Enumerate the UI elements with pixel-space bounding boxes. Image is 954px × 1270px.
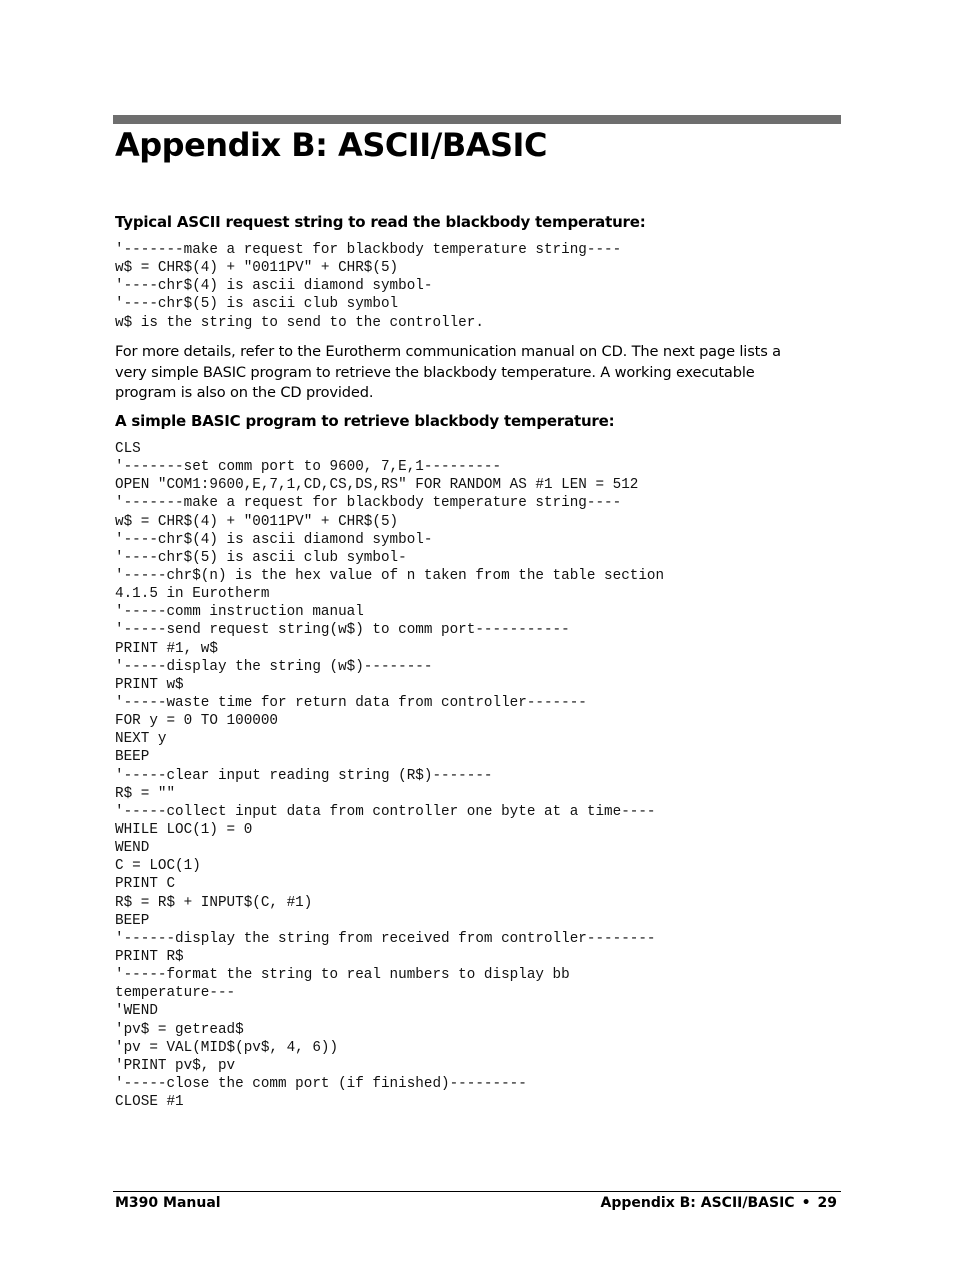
code-line: C = LOC(1) [115, 858, 201, 875]
code-line: FOR y = 0 TO 100000 [115, 713, 279, 730]
code-block-ascii-request [115, 241, 621, 332]
code-line: '-----clear input reading string (R$)------- [115, 767, 493, 784]
code-line: PRINT C [115, 876, 176, 893]
code-line: '----chr$(4) is ascii diamond symbol- [115, 278, 433, 295]
code-line: WEND [115, 840, 150, 857]
code-line: PRINT #1, w$ [115, 640, 218, 657]
code-line: '-----format the string to real numbers to display bb [115, 967, 570, 984]
footer-section-info [601, 1193, 837, 1213]
footer-bullet: • [801, 1195, 811, 1211]
code-line: PRINT R$ [115, 948, 184, 965]
code-line: '-----collect input data from controller one byte at a time---- [115, 803, 656, 820]
code-line: OPEN "COM1:9600,E,7,1,CD,CS,DS,RS" FOR RANDOM AS #1 LEN = 512 [115, 477, 639, 494]
section-heading-basic-program: A simple BASIC program to retrieve blackbody temperature: [115, 412, 615, 430]
code-line: '------display the string from received from controller-------- [115, 930, 656, 947]
code-line: '-----chr$(n) is the hex value of n taken from the table section [115, 567, 665, 584]
code-line: '----chr$(5) is ascii club symbol [115, 296, 399, 313]
code-line: w$ is the string to send to the controller. [115, 314, 484, 331]
code-line: R$ = R$ + INPUT$(C, #1) [115, 894, 313, 911]
code-line: PRINT w$ [115, 676, 184, 693]
code-line: '-------set comm port to 9600, 7,E,1--------- [115, 459, 502, 476]
page-title: Appendix B: ASCII/BASIC [115, 126, 547, 164]
footer-page-number: 29 [817, 1195, 837, 1211]
code-line: 'WEND [115, 1003, 158, 1020]
code-block-basic-program [115, 440, 664, 1111]
footer-manual-name: M390 Manual [115, 1195, 221, 1211]
code-line: 'PRINT pv$, pv [115, 1057, 236, 1074]
code-line: CLS [115, 441, 141, 457]
code-line: '-------make a request for blackbody temperature string---- [115, 242, 622, 258]
code-line: BEEP [115, 912, 150, 929]
code-line: w$ = CHR$(4) + "0011PV" + CHR$(5) [115, 260, 399, 277]
code-line: '-------make a request for blackbody temperature string---- [115, 495, 622, 512]
body-paragraph: For more details, refer to the Eurotherm communication manual on CD. The next page lists a very simple BASIC program to retrieve the blackbody temperature. A working executable program is also on the CD provided. [115, 343, 781, 401]
code-line: '-----waste time for return data from controller------- [115, 694, 587, 711]
code-line: '-----comm instruction manual [115, 604, 364, 621]
code-line: CLOSE #1 [115, 1094, 184, 1111]
code-line: 'pv = VAL(MID$(pv$, 4, 6)) [115, 1039, 339, 1056]
code-line: R$ = "" [115, 785, 176, 802]
code-line: '----chr$(5) is ascii club symbol- [115, 549, 407, 566]
code-line: BEEP [115, 749, 150, 766]
footer-section-title: Appendix B: ASCII/BASIC [600, 1195, 795, 1211]
code-line: temperature--- [115, 985, 236, 1002]
code-line: 4.1.5 in Eurotherm [115, 586, 270, 603]
footer-rule [113, 1191, 841, 1192]
section-heading-ascii-request: Typical ASCII request string to read the blackbody temperature: [115, 213, 646, 231]
header-rule [113, 115, 841, 124]
code-line: '-----display the string (w$)-------- [115, 658, 433, 675]
code-line: '-----send request string(w$) to comm port----------- [115, 622, 570, 639]
code-line: NEXT y [115, 731, 167, 748]
code-line: '-----close the comm port (if finished)--------- [115, 1075, 527, 1092]
code-line: 'pv$ = getread$ [115, 1021, 244, 1038]
code-line: '----chr$(4) is ascii diamond symbol- [115, 531, 433, 548]
code-line: WHILE LOC(1) = 0 [115, 821, 253, 838]
code-line: w$ = CHR$(4) + "0011PV" + CHR$(5) [115, 513, 399, 530]
